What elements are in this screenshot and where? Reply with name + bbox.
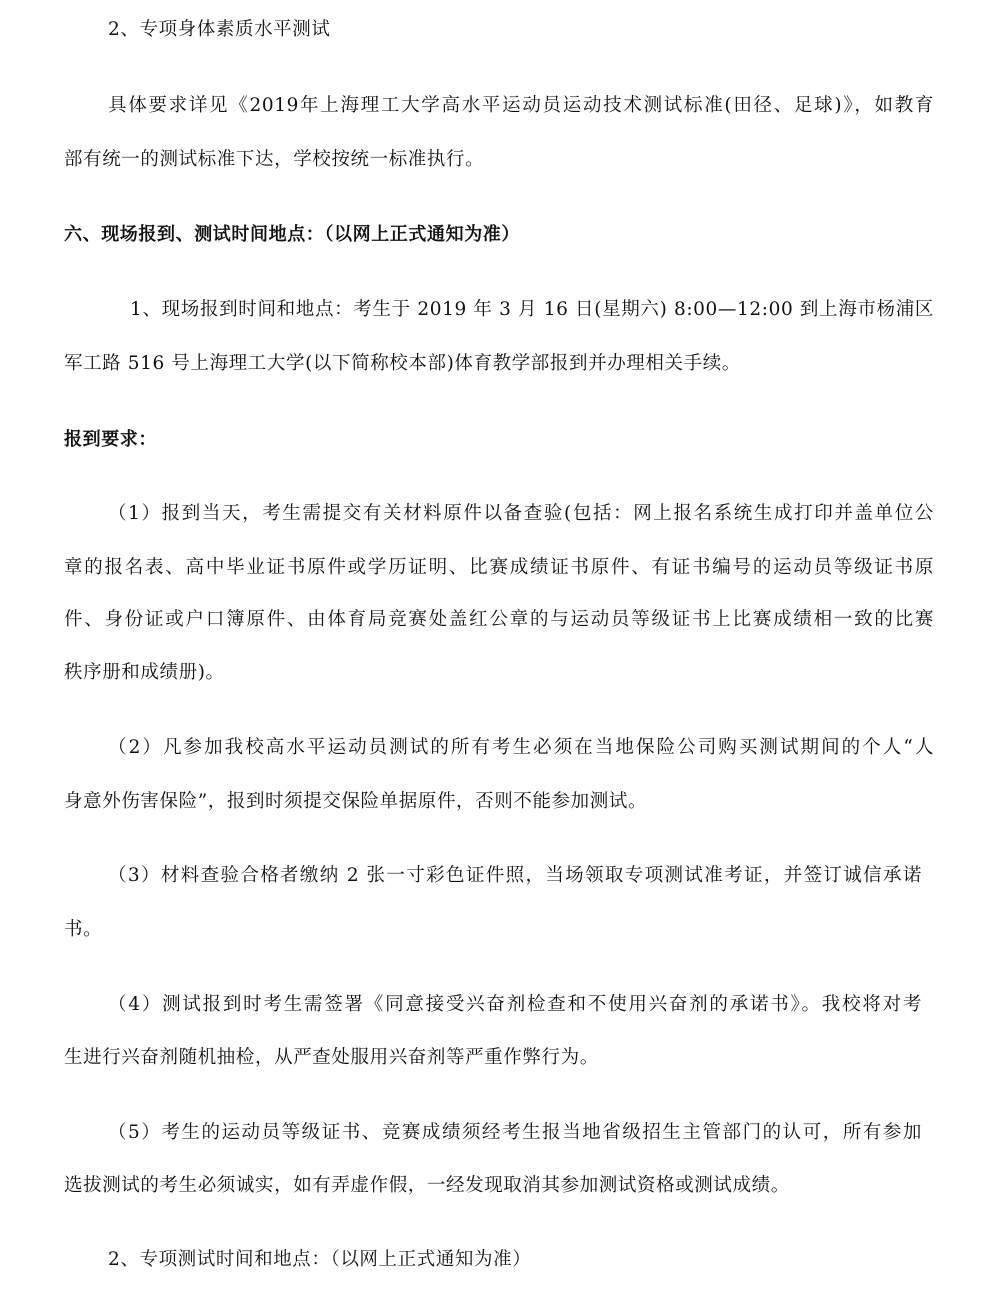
list-item-line: （2）凡参加我校高水平运动员测试的所有考生必须在当地保险公司购买测试期间的个人“人 — [108, 737, 934, 758]
paragraph-line: 1、现场报到时间和地点：考生于 2019 年 3 月 16 日(星期六) 8:00—12:00 到上海市杨浦区 — [130, 299, 934, 320]
list-item-line: （5）考生的运动员等级证书、竞赛成绩须经考生报当地省级招生主管部门的认可，所有参加 — [108, 1122, 922, 1143]
paragraph-line: 部有统一的测试标准下达，学校按统一标准执行。 — [64, 149, 485, 170]
list-item-line: （3）材料查验合格者缴纳 2 张一寸彩色证件照，当场领取专项测试准考证，并签订诚信承诺 — [108, 865, 922, 886]
paragraph-line: 具体要求详见《2019年上海理工大学高水平运动员运动技术测试标准(田径、足球)》，如教育 — [108, 95, 934, 116]
subsection-heading-test-time: 2、专项测试时间和地点：（以网上正式通知为准） — [108, 1249, 532, 1270]
list-item-line: 秩序册和成绩册)。 — [64, 662, 225, 683]
list-item-line: 身意外伤害保险”，报到时须提交保险单据原件，否则不能参加测试。 — [64, 791, 648, 812]
list-item-line: 章的报名表、高中毕业证书原件或学历证明、比赛成绩证书原件、有证书编号的运动员等级证书原 — [64, 557, 934, 578]
subsection-heading-physical-test: 2、专项身体素质水平测试 — [108, 19, 331, 40]
paragraph-line: 军工路 516 号上海理工大学(以下简称校本部)体育教学部报到并办理相关手续。 — [64, 353, 741, 374]
list-item-line: 件、身份证或户口簿原件、由体育局竞赛处盖红公章的与运动员等级证书上比赛成绩相一致的比赛 — [64, 609, 934, 630]
list-item-line: （1）报到当天，考生需提交有关材料原件以备查验(包括：网上报名系统生成打印并盖单位公 — [108, 503, 934, 524]
list-item-line: （4）测试报到时考生需签署《同意接受兴奋剂检查和不使用兴奋剂的承诺书》。我校将对考 — [108, 994, 922, 1015]
list-item-line: 生进行兴奋剂随机抽检，从严查处服用兴奋剂等严重作弊行为。 — [64, 1047, 599, 1068]
list-item-line: 书。 — [64, 919, 103, 940]
section-heading: 六、现场报到、测试时间地点：（以网上正式通知为准） — [64, 224, 520, 245]
subheading-registration-requirements: 报到要求： — [64, 429, 157, 450]
list-item-line: 选拔测试的考生必须诚实，如有弄虚作假，一经发现取消其参加测试资格或测试成绩。 — [64, 1175, 790, 1196]
